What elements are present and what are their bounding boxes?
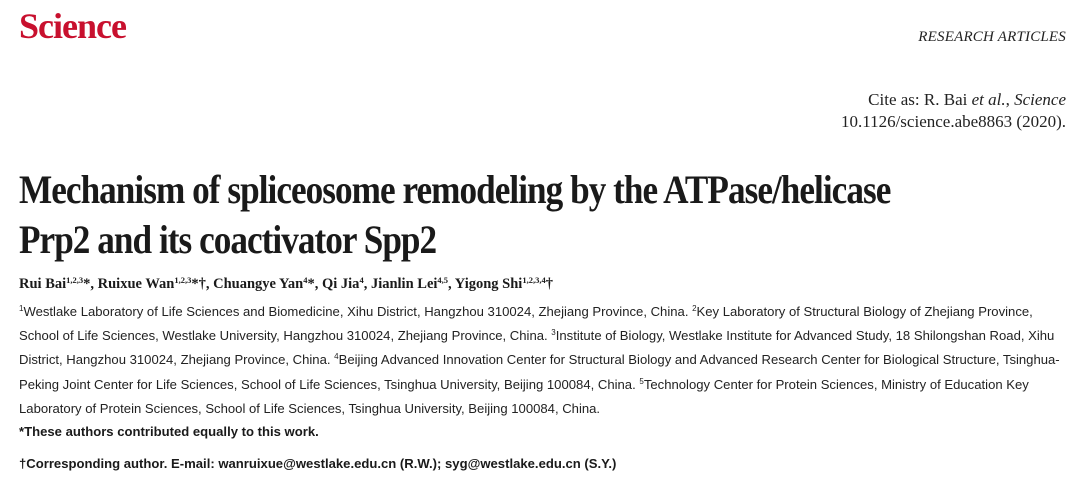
- author[interactable]: Rui Bai$^{1,2,3}$*: [19, 275, 91, 292]
- affiliation: $^1$Westlake Laboratory of Life Sciences and Biomedicine, Xihu District, Hangzhou 310024, Zhejiang Province, China.: [19, 304, 693, 319]
- citation-line: [841, 89, 1066, 111]
- author[interactable]: Ruixue Wan$^{1,2,3}$*†: [97, 275, 206, 292]
- affiliation: $^4$Beijing Advanced Innovation Center for Structural Biology and Advanced Research Center for Biological Structure, Tsinghua-Peking Joint Center for Life Sciences, School of Life Sciences, Tsinghua University, Beijing 100084, China.: [19, 352, 1060, 392]
- equal-contribution-note: *These authors contributed equally to this work.: [19, 424, 319, 439]
- author[interactable]: Qi Jia$^4$: [321, 275, 364, 292]
- citation-prefix: Cite as: R. Bai: [868, 90, 972, 109]
- citation-comma: ,: [1005, 90, 1015, 109]
- affiliation: $^2$Key Laboratory of Structural Biology of Zhejiang Province, School of Life Sciences, Westlake University, Hangzhou 310024, Zhejiang Province, China.: [19, 304, 1033, 344]
- citation-block: [841, 89, 1066, 133]
- author[interactable]: Jianlin Lei$^{4,5}$: [370, 275, 449, 292]
- corresponding-author-note[interactable]: †Corresponding author. E-mail: wanruixue@westlake.edu.cn (R.W.); syg@westlake.edu.cn (S.Y.): [19, 456, 617, 471]
- affiliation: $^5$Technology Center for Protein Sciences, Ministry of Education Key Laboratory of Protein Sciences, School of Life Sciences, Tsinghua University, Beijing 100084, China.: [19, 376, 1029, 416]
- citation-journal: Science: [1014, 90, 1066, 109]
- affiliations: [19, 300, 1069, 421]
- citation-doi[interactable]: 10.1126/science.abe8863 (2020).: [840, 112, 1066, 131]
- journal-logo[interactable]: Science: [19, 6, 126, 46]
- section-label: RESEARCH ARTICLES: [918, 29, 1066, 45]
- affiliation: $^3$Institute of Biology, Westlake Institute for Advanced Study, 18 Shilongshan Road, Xihu District, Hangzhou 310024, Zhejiang Province, China.: [19, 328, 1055, 368]
- author[interactable]: Yigong Shi$^{1,2,3,4}$†: [454, 275, 553, 292]
- citation-etal: et al.: [971, 90, 1006, 109]
- author[interactable]: Chuangye Yan$^4$*: [213, 275, 315, 292]
- article-title: Mechanism of spliceosome remodeling by the ATPase/helicase Prp2 and its coactivator Spp2: [19, 167, 891, 262]
- author-list: Rui Bai$^{1,2,3}$*, Ruixue Wan$^{1,2,3}$*†, Chuangye Yan$^4$*, Qi Jia$^4$, Jianlin Lei$^{4,5}$, Yigong Shi$^{1,2,3,4}$†: [19, 275, 553, 292]
